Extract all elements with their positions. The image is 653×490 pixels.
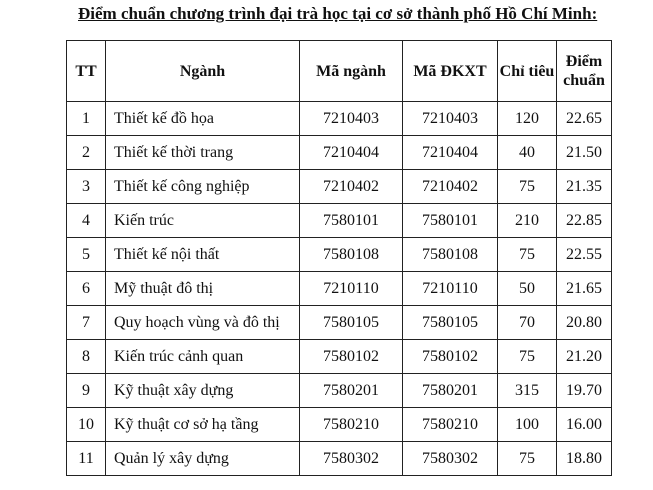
header-score-line1: Điểm: [565, 53, 603, 70]
table-row: [67, 408, 612, 442]
cell-tt: 9: [67, 374, 106, 408]
cell-quota: 100: [498, 408, 557, 442]
cell-major: Thiết kế nội thất: [106, 238, 300, 272]
cell-score: 18.80: [557, 442, 612, 476]
table-row: [67, 204, 612, 238]
cell-tt: 10: [67, 408, 106, 442]
cell-score: 22.85: [557, 204, 612, 238]
header-major: Ngành: [106, 41, 300, 102]
cell-dkxt-code: 7580105: [403, 306, 498, 340]
cell-dkxt-code: 7580302: [403, 442, 498, 476]
cell-major-code: 7580210: [300, 408, 403, 442]
cell-major: Thiết kế công nghiệp: [106, 170, 300, 204]
table-row: [67, 136, 612, 170]
table-row: [67, 374, 612, 408]
header-score: [557, 41, 612, 102]
table-row: [67, 272, 612, 306]
admission-score-table: [66, 40, 612, 476]
cell-score: 21.50: [557, 136, 612, 170]
cell-quota: 75: [498, 442, 557, 476]
cell-score: 21.20: [557, 340, 612, 374]
cell-score: 22.55: [557, 238, 612, 272]
cell-dkxt-code: 7210404: [403, 136, 498, 170]
cell-major: Mỹ thuật đô thị: [106, 272, 300, 306]
cell-dkxt-code: 7210402: [403, 170, 498, 204]
table-row: [67, 340, 612, 374]
cell-quota: 210: [498, 204, 557, 238]
header-quota: Chỉ tiêu: [498, 41, 557, 102]
cell-major-code: 7580201: [300, 374, 403, 408]
cell-quota: 50: [498, 272, 557, 306]
cell-tt: 3: [67, 170, 106, 204]
cell-quota: 75: [498, 340, 557, 374]
cell-score: 16.00: [557, 408, 612, 442]
cell-major: Kiến trúc: [106, 204, 300, 238]
cell-major: Quy hoạch vùng và đô thị: [106, 306, 300, 340]
header-tt: TT: [67, 41, 106, 102]
cell-quota: 40: [498, 136, 557, 170]
table-row: [67, 442, 612, 476]
table-row: [67, 102, 612, 136]
cell-score: 20.80: [557, 306, 612, 340]
cell-quota: 70: [498, 306, 557, 340]
cell-tt: 5: [67, 238, 106, 272]
cell-major-code: 7210402: [300, 170, 403, 204]
cell-major: Thiết kế thời trang: [106, 136, 300, 170]
cell-quota: 120: [498, 102, 557, 136]
cell-tt: 8: [67, 340, 106, 374]
cell-dkxt-code: 7580102: [403, 340, 498, 374]
cell-major-code: 7210110: [300, 272, 403, 306]
cell-dkxt-code: 7580101: [403, 204, 498, 238]
table-row: [67, 170, 612, 204]
cell-dkxt-code: 7580201: [403, 374, 498, 408]
table-header-row: [67, 41, 612, 102]
cell-score: 21.35: [557, 170, 612, 204]
header-major-code: Mã ngành: [300, 41, 403, 102]
cell-dkxt-code: 7210110: [403, 272, 498, 306]
cell-major-code: 7580105: [300, 306, 403, 340]
cell-dkxt-code: 7580210: [403, 408, 498, 442]
cell-major: Kỹ thuật cơ sở hạ tầng: [106, 408, 300, 442]
cell-score: 22.65: [557, 102, 612, 136]
cell-dkxt-code: 7580108: [403, 238, 498, 272]
cell-major-code: 7580302: [300, 442, 403, 476]
cell-score: 21.65: [557, 272, 612, 306]
cell-major: Kỹ thuật xây dựng: [106, 374, 300, 408]
cell-quota: 315: [498, 374, 557, 408]
cell-major-code: 7210403: [300, 102, 403, 136]
cell-score: 19.70: [557, 374, 612, 408]
cell-major-code: 7210404: [300, 136, 403, 170]
cell-dkxt-code: 7210403: [403, 102, 498, 136]
cell-quota: 75: [498, 238, 557, 272]
cell-tt: 4: [67, 204, 106, 238]
page-title: Điểm chuẩn chương trình đại trà học tại cơ sở thành phố Hồ Chí Minh:: [78, 4, 598, 23]
cell-tt: 7: [67, 306, 106, 340]
cell-tt: 1: [67, 102, 106, 136]
header-score-line2: chuẩn: [563, 72, 605, 89]
cell-major-code: 7580108: [300, 238, 403, 272]
header-dkxt-code: Mã ĐKXT: [403, 41, 498, 102]
cell-major: Thiết kế đồ họa: [106, 102, 300, 136]
cell-tt: 11: [67, 442, 106, 476]
cell-tt: 2: [67, 136, 106, 170]
table-row: [67, 238, 612, 272]
cell-tt: 6: [67, 272, 106, 306]
cell-major: Quản lý xây dựng: [106, 442, 300, 476]
cell-major-code: 7580102: [300, 340, 403, 374]
cell-quota: 75: [498, 170, 557, 204]
cell-major: Kiến trúc cảnh quan: [106, 340, 300, 374]
table-row: [67, 306, 612, 340]
cell-major-code: 7580101: [300, 204, 403, 238]
